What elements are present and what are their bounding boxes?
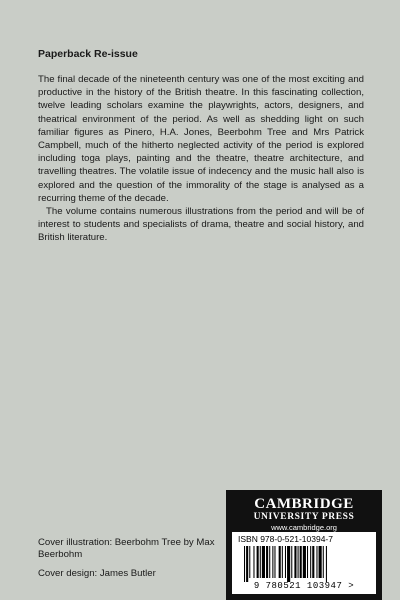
blurb-text (38, 73, 364, 245)
barcode-bar (282, 546, 283, 578)
barcode-panel (232, 532, 376, 594)
barcode-bar (298, 546, 299, 578)
publisher-name: CAMBRIDGE (254, 496, 354, 512)
barcode-icon (244, 546, 364, 582)
design-credit: Cover design: James Butler (38, 568, 156, 579)
barcode-bar (272, 546, 273, 578)
barcode-bar (249, 546, 250, 578)
barcode-bar (266, 546, 268, 578)
barcode-bar (257, 546, 259, 578)
barcode-bar (300, 546, 302, 578)
section-heading: Paperback Re-issue (38, 48, 138, 60)
cover-credits (38, 537, 218, 587)
barcode-bar (279, 546, 281, 578)
barcode-bar (307, 546, 308, 578)
blurb-paragraph: The final decade of the nineteenth century was one of the most exciting and productive in the history of the British theatre. In this fascinating collection, twelve leading scholars examine the playwrights, actors, designers, and theatrical environment of the period. As well as shedding light on such familiar figures as Pinero, H.A. Jones, Beerbohm Tree and Mrs Patrick Campbell, much of the hitherto neglected activity of the period is explored including toga plays, painting and the theatre, theatre architecture, and travelling theatres. The volatile issue of indecency and the music hall also is explored and the question of the immorality of the stage is analysed as a recurring theme of the decade. (38, 74, 364, 204)
blurb-paragraph: The volume contains numerous illustrations from the period and will be of interest to students and specialists of drama, theatre and social history, and British literature. (38, 206, 364, 244)
barcode-bar (310, 546, 311, 578)
barcode-bar (246, 546, 248, 582)
barcode-bar (312, 546, 314, 578)
publisher-url: www.cambridge.org (271, 523, 337, 532)
publisher-box (226, 490, 382, 600)
barcode-digits: 9 780521 103947 > (253, 581, 355, 591)
publisher-subname: UNIVERSITY PRESS (253, 512, 355, 522)
barcode-bar (291, 546, 292, 578)
barcode-bar (285, 546, 286, 578)
barcode-bar (244, 546, 245, 582)
barcode-bar (287, 546, 290, 582)
barcode-bar (326, 546, 327, 582)
barcode-bar (262, 546, 265, 578)
barcode-bar (260, 546, 261, 578)
barcode-bar (316, 546, 317, 578)
isbn-label: ISBN 978-0-521-10394-7 (238, 534, 333, 544)
barcode-bar (294, 546, 296, 578)
illustration-credit: Cover illustration: Beerbohm Tree by Max Beerbohm (38, 537, 215, 560)
barcode-bar (303, 546, 306, 578)
barcode-bar (253, 546, 254, 578)
barcode-bar (319, 546, 322, 578)
barcode-bar (323, 546, 324, 578)
barcode-bar (269, 546, 270, 578)
barcode-bar (274, 546, 275, 578)
